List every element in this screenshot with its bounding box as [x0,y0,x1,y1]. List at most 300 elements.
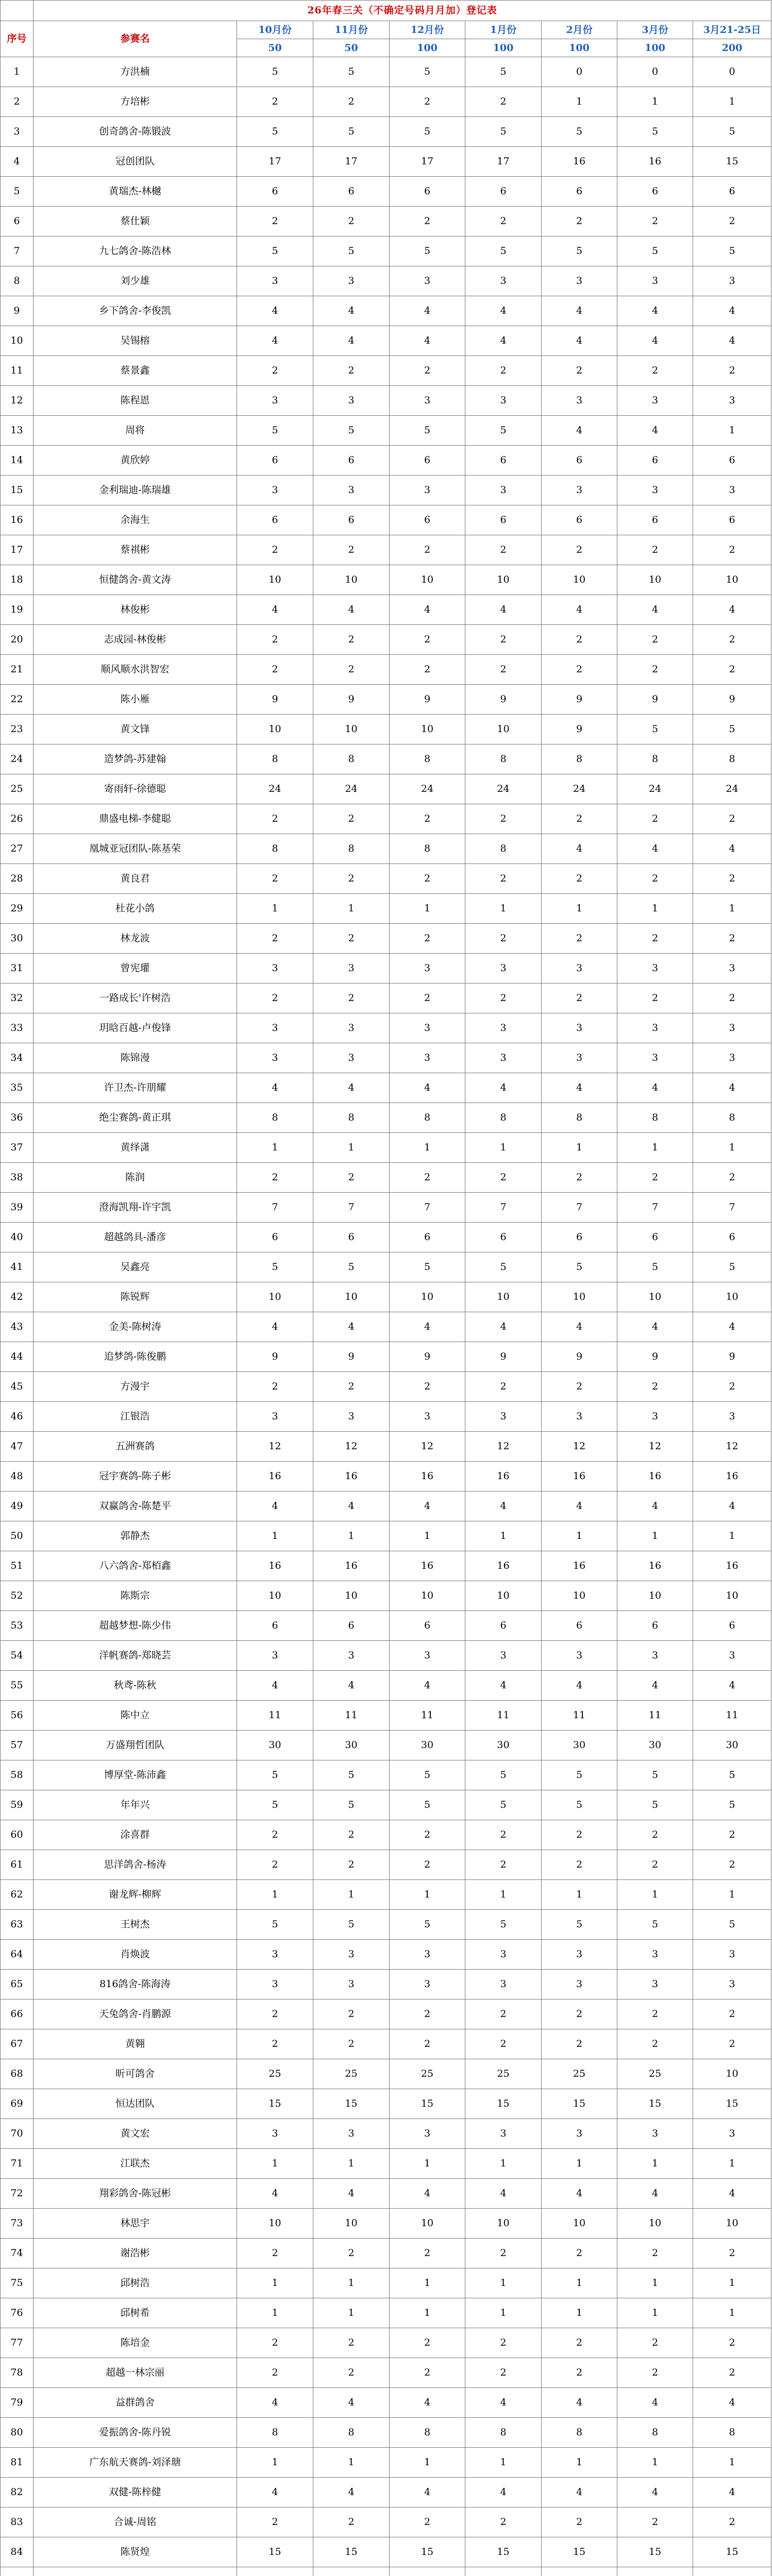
count-cell: 1 [617,2298,693,2328]
count-cell: 1 [542,2268,617,2298]
count-cell: 3 [465,1970,542,1999]
count-cell: 2 [693,535,771,565]
count-cell: 2 [313,864,390,894]
row-index: 66 [1,1999,33,2029]
count-cell: 8 [617,744,693,774]
count-cell: 5 [542,236,617,266]
count-cell: 6 [465,446,542,476]
count-cell: 4 [542,416,617,446]
count-cell: 2 [237,625,313,655]
count-cell: 8 [542,1103,617,1133]
row-index [1,2567,33,2576]
table-row [1,1013,771,1043]
participant-name: 恒达团队 [33,2089,237,2119]
count-cell: 3 [465,476,542,505]
row-index: 3 [1,117,33,147]
count-cell: 3 [617,266,693,296]
count-cell: 3 [313,266,390,296]
count-cell: 3 [390,476,465,505]
count-cell: 10 [390,1282,465,1312]
count-cell: 5 [617,236,693,266]
participant-name: 林俊彬 [33,595,237,625]
count-cell: 3 [313,1940,390,1970]
table-row [1,177,771,207]
row-index: 46 [1,1402,33,1432]
count-cell: 3 [237,1641,313,1671]
count-cell: 1 [693,2268,771,2298]
table-row [1,2089,771,2119]
count-cell: 3 [693,476,771,505]
count-cell: 10 [237,1282,313,1312]
count-cell: 2 [313,2239,390,2268]
count-cell: 8 [237,744,313,774]
count-cell: 3 [313,476,390,505]
row-index: 75 [1,2268,33,2298]
count-cell: 8 [617,2418,693,2448]
count-cell: 5 [237,117,313,147]
count-cell: 2 [542,924,617,954]
count-cell: 2 [313,2358,390,2388]
count-cell: 8 [237,1103,313,1133]
table-row [1,1910,771,1940]
count-cell: 2 [237,924,313,954]
count-cell: 4 [390,2179,465,2209]
count-cell: 12 [542,1432,617,1462]
count-cell: 8 [390,834,465,864]
count-cell: 2 [465,1163,542,1193]
participant-name: 博厚堂-陈沛鑫 [33,1760,237,1790]
participant-name: 方漫宇 [33,1372,237,1402]
count-cell: 7 [313,1193,390,1223]
count-cell: 9 [617,1342,693,1372]
row-index: 22 [1,685,33,715]
table-row [1,715,771,744]
participant-name: 吴鑫亮 [33,1252,237,1282]
count-cell: 4 [237,2388,313,2418]
count-cell: 4 [313,1073,390,1103]
count-cell: 5 [313,117,390,147]
table-row [1,1193,771,1223]
count-cell: 11 [465,1701,542,1731]
count-cell: 3 [693,1402,771,1432]
count-cell: 6 [465,1611,542,1641]
count-cell: 3 [693,266,771,296]
count-cell: 6 [313,177,390,207]
count-cell: 6 [465,505,542,535]
count-cell: 2 [390,1163,465,1193]
count-cell: 5 [465,1760,542,1790]
count-cell: 2 [617,984,693,1013]
count-cell: 1 [313,2298,390,2328]
count-cell: 3 [617,2119,693,2149]
count-cell: 1 [465,2298,542,2328]
count-cell: 2 [542,1999,617,2029]
count-cell: 3 [237,1013,313,1043]
count-cell: 4 [693,1312,771,1342]
count-cell: 2 [390,1372,465,1402]
count-cell: 1 [237,894,313,924]
table-row [1,2268,771,2298]
count-cell: 6 [237,446,313,476]
count-cell: 5 [237,416,313,446]
table-row [1,2537,771,2567]
table-row [1,774,771,804]
participant-name: 冠创团队 [33,147,237,177]
row-index: 54 [1,1641,33,1671]
table-row [1,954,771,984]
participant-name: 秋鸢-陈秋 [33,1671,237,1701]
count-cell: 4 [617,595,693,625]
count-cell: 2 [313,655,390,685]
count-cell: 3 [237,386,313,416]
row-index: 35 [1,1073,33,1103]
participant-name: 黄良君 [33,864,237,894]
count-cell: 5 [465,236,542,266]
count-cell: 0 [542,57,617,87]
count-cell: 3 [465,1940,542,1970]
count-cell: 2 [390,625,465,655]
count-cell: 10 [237,565,313,595]
count-cell: 2 [465,535,542,565]
count-cell: 3 [542,1043,617,1073]
participant-name: 爱振鸽舍-陈丹锐 [33,2418,237,2448]
count-cell: 3 [313,954,390,984]
participant-name: 五洲赛鸽 [33,1432,237,1462]
participant-name: 蔡景鑫 [33,356,237,386]
count-cell: 1 [542,1880,617,1910]
count-cell: 9 [617,685,693,715]
participant-name: 方洪楠 [33,57,237,87]
row-index: 2 [1,87,33,117]
row-index: 27 [1,834,33,864]
count-cell: 1 [693,1133,771,1163]
count-cell: 10 [313,1581,390,1611]
table-row [1,296,771,326]
participant-name: 方培彬 [33,87,237,117]
count-cell: 4 [237,1671,313,1701]
count-cell: 2 [313,356,390,386]
count-cell: 6 [313,1223,390,1252]
row-index: 62 [1,1880,33,1910]
count-cell: 1 [617,894,693,924]
count-cell: 10 [693,1581,771,1611]
participant-name: 邱树希 [33,2298,237,2328]
count-cell: 3 [465,2119,542,2149]
count-cell: 3 [617,476,693,505]
count-cell: 3 [390,954,465,984]
count-cell: 2 [693,356,771,386]
participant-name: 陈锦漫 [33,1043,237,1073]
count-cell: 5 [465,1790,542,1820]
count-cell: 5 [465,1252,542,1282]
count-cell: 1 [693,416,771,446]
table-row [1,2029,771,2059]
count-cell: 16 [465,1551,542,1581]
row-index: 12 [1,386,33,416]
count-cell: 2 [313,924,390,954]
count-cell: 4 [313,1492,390,1521]
count-cell: 2 [693,984,771,1013]
count-cell: 8 [465,2418,542,2448]
count-cell: 2 [465,2029,542,2059]
count-cell: 2 [465,1999,542,2029]
count-cell: 2 [237,1372,313,1402]
count-cell: 15 [390,2537,465,2567]
count-cell: 3 [465,1641,542,1671]
quota-cell: 50 [237,39,313,57]
count-cell: 2 [617,2328,693,2358]
table-row [1,2358,771,2388]
count-cell: 9 [542,685,617,715]
count-cell: 2 [617,535,693,565]
count-cell: 2 [390,535,465,565]
count-cell: 2 [542,2328,617,2358]
count-cell: 12 [693,1432,771,1462]
count-cell: 10 [542,565,617,595]
count-cell: 6 [237,505,313,535]
table-row [1,386,771,416]
table-row [1,1342,771,1372]
count-cell: 3 [313,1043,390,1073]
count-cell: 11 [617,1701,693,1731]
count-cell: 4 [237,326,313,356]
count-cell: 3 [237,1940,313,1970]
count-cell: 3 [237,2119,313,2149]
count-cell: 5 [390,1910,465,1940]
row-index: 41 [1,1252,33,1282]
month-header: 2月份 [542,21,617,39]
count-cell: 9 [313,685,390,715]
count-cell: 2 [465,207,542,236]
count-cell: 15 [313,2089,390,2119]
count-cell: 12 [465,1432,542,1462]
count-cell: 11 [313,1701,390,1731]
count-cell: 3 [390,1970,465,1999]
participant-name: 金利瑞迪-陈瑞雄 [33,476,237,505]
count-cell: 4 [617,1073,693,1103]
count-cell: 10 [465,2209,542,2239]
count-cell: 9 [542,715,617,744]
count-cell: 2 [313,87,390,117]
participant-name: 黄绎潇 [33,1133,237,1163]
count-cell: 30 [390,1731,465,1760]
participant-name: 绝尘赛鸽-黄正琪 [33,1103,237,1133]
count-cell: 1 [313,2268,390,2298]
count-cell: 24 [237,774,313,804]
count-cell: 9 [237,685,313,715]
row-index: 19 [1,595,33,625]
row-index: 1 [1,57,33,87]
count-cell: 4 [313,2179,390,2209]
count-cell: 8 [237,834,313,864]
count-cell: 11 [237,1701,313,1731]
table-row [1,1282,771,1312]
month-header: 12月份 [390,21,465,39]
count-cell [313,2567,390,2576]
count-cell: 4 [617,296,693,326]
count-cell: 10 [313,715,390,744]
count-cell: 4 [617,1492,693,1521]
row-index: 9 [1,296,33,326]
count-cell: 2 [617,864,693,894]
count-cell: 16 [465,1462,542,1492]
participant-name: 创奇鸽舍-陈锻波 [33,117,237,147]
count-cell [542,2567,617,2576]
count-cell: 1 [542,894,617,924]
table-row [1,924,771,954]
count-cell: 5 [542,1760,617,1790]
table-row [1,1551,771,1581]
count-cell: 6 [313,505,390,535]
count-cell: 7 [542,1193,617,1223]
row-index: 5 [1,177,33,207]
count-cell: 8 [313,2418,390,2448]
count-cell: 11 [542,1701,617,1731]
count-cell: 16 [542,1551,617,1581]
count-cell: 16 [313,1551,390,1581]
count-cell: 6 [617,1223,693,1252]
count-cell: 3 [542,266,617,296]
count-cell: 30 [313,1731,390,1760]
count-cell: 16 [542,1462,617,1492]
count-cell: 1 [237,2298,313,2328]
count-cell: 3 [313,386,390,416]
table-row [1,326,771,356]
count-cell: 4 [542,2388,617,2418]
quota-cell: 200 [693,39,771,57]
row-index: 31 [1,954,33,984]
participant-name: 王树杰 [33,1910,237,1940]
count-cell: 5 [313,1252,390,1282]
count-cell: 4 [465,326,542,356]
count-cell: 2 [693,2358,771,2388]
count-cell: 3 [465,386,542,416]
count-cell: 1 [237,1880,313,1910]
count-cell: 16 [390,1551,465,1581]
count-cell: 17 [390,147,465,177]
count-cell: 24 [390,774,465,804]
row-index: 84 [1,2537,33,2567]
participant-name: 涂喜群 [33,1820,237,1850]
count-cell: 5 [313,1760,390,1790]
count-cell: 1 [542,1133,617,1163]
count-cell: 2 [617,2358,693,2388]
table-row [1,147,771,177]
quota-cell: 50 [313,39,390,57]
count-cell: 5 [390,1760,465,1790]
count-cell: 5 [693,1790,771,1820]
count-cell: 16 [617,147,693,177]
count-cell: 3 [693,1013,771,1043]
count-cell: 24 [313,774,390,804]
count-cell: 2 [693,2328,771,2358]
count-cell: 2 [465,864,542,894]
count-cell: 5 [313,1790,390,1820]
count-cell: 8 [465,744,542,774]
row-index: 17 [1,535,33,565]
count-cell: 4 [390,1492,465,1521]
count-cell: 2 [693,1372,771,1402]
count-cell: 2 [313,984,390,1013]
count-cell: 2 [542,2239,617,2268]
participant-name: 思洋鸽舍-杨涛 [33,1850,237,1880]
count-cell: 1 [693,2149,771,2179]
count-cell: 2 [617,1163,693,1193]
count-cell: 2 [465,87,542,117]
participant-name: 黄文宏 [33,2119,237,2149]
count-cell: 6 [465,177,542,207]
count-cell: 25 [617,2059,693,2089]
count-cell: 5 [542,1252,617,1282]
count-cell: 1 [465,2448,542,2478]
count-cell: 4 [693,2478,771,2507]
count-cell: 25 [465,2059,542,2089]
row-index: 68 [1,2059,33,2089]
count-cell: 15 [693,2089,771,2119]
row-index: 26 [1,804,33,834]
participant-name: 陈培金 [33,2328,237,2358]
count-cell: 8 [237,2418,313,2448]
count-cell: 25 [390,2059,465,2089]
count-cell: 17 [313,147,390,177]
count-cell: 15 [465,2537,542,2567]
count-cell: 8 [390,1103,465,1133]
participant-name: 谢龙辉-柳辉 [33,1880,237,1910]
count-cell: 4 [542,595,617,625]
count-cell: 25 [313,2059,390,2089]
index-header: 序号 [1,21,33,57]
count-cell: 17 [465,147,542,177]
count-cell: 2 [313,207,390,236]
count-cell: 2 [465,924,542,954]
count-cell: 4 [542,1312,617,1342]
count-cell: 5 [313,236,390,266]
count-cell: 0 [617,57,693,87]
count-cell: 2 [390,864,465,894]
count-cell: 4 [390,1671,465,1701]
count-cell: 2 [313,2507,390,2537]
count-cell [390,2567,465,2576]
participant-name: 金美-陈树涛 [33,1312,237,1342]
count-cell: 2 [313,1999,390,2029]
count-cell: 5 [617,715,693,744]
count-cell: 2 [542,356,617,386]
count-cell: 4 [617,1671,693,1701]
count-cell: 2 [693,2239,771,2268]
table-row [1,505,771,535]
count-cell: 9 [465,685,542,715]
count-cell: 3 [693,1043,771,1073]
row-index: 36 [1,1103,33,1133]
row-index: 21 [1,655,33,685]
count-cell: 7 [465,1193,542,1223]
row-index: 44 [1,1342,33,1372]
count-cell: 1 [390,2448,465,2478]
count-cell: 10 [390,715,465,744]
table-row [1,2119,771,2149]
count-cell: 2 [693,864,771,894]
participant-name: 鼎盛电梯-李健聪 [33,804,237,834]
count-cell: 2 [237,87,313,117]
table-row [1,416,771,446]
count-cell: 8 [390,2418,465,2448]
row-index: 14 [1,446,33,476]
participant-name: 陈锐辉 [33,1282,237,1312]
count-cell: 5 [313,1910,390,1940]
count-cell: 5 [237,1910,313,1940]
count-cell: 4 [693,2179,771,2209]
count-cell: 15 [390,2089,465,2119]
